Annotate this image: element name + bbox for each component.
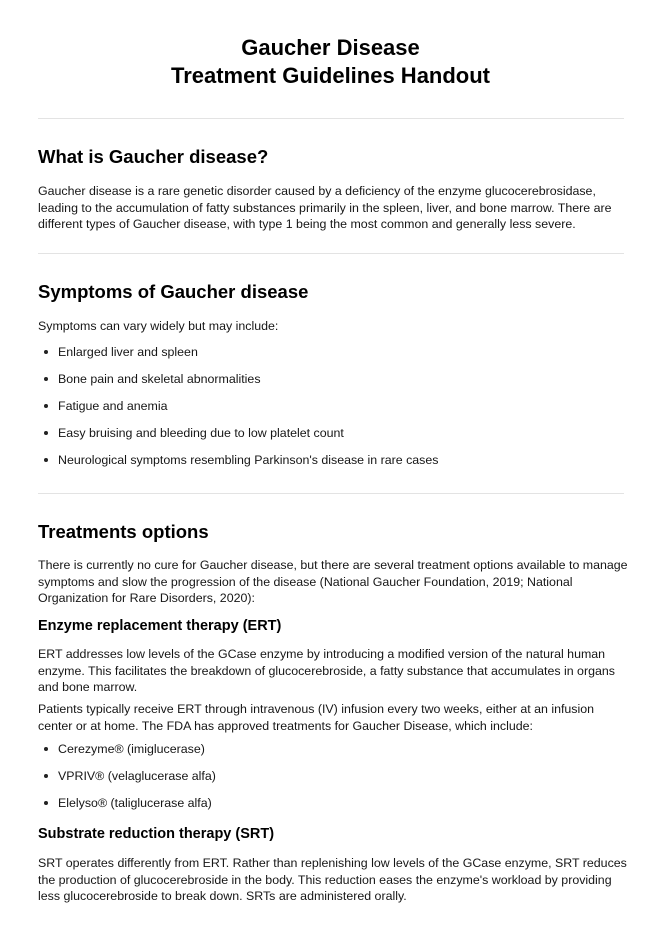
list-item: Fatigue and anemia	[38, 398, 438, 425]
section-divider	[38, 118, 624, 119]
bullet-icon	[44, 458, 48, 462]
symptoms-list	[38, 344, 438, 479]
list-item: Easy bruising and bleeding due to low platelet count	[38, 425, 438, 452]
bullet-icon	[44, 747, 48, 751]
section-divider	[38, 493, 624, 494]
list-item: Neurological symptoms resembling Parkinson's disease in rare cases	[38, 452, 438, 479]
list-item: Elelyso® (taliglucerase alfa)	[38, 795, 216, 822]
srt-paragraph: SRT operates differently from ERT. Rather than replenishing low levels of the GCase enzyme, SRT reduces the production of glucocerebroside in the body. This reduction eases the enzyme's workload by providing less glucocerebroside to break down. SRTs are administered orally.	[38, 856, 627, 903]
bullet-icon	[44, 431, 48, 435]
bullet-icon	[44, 801, 48, 805]
document-title	[0, 34, 661, 90]
treatments-heading: Treatments options	[38, 521, 209, 542]
ert-paragraph-1: ERT addresses low levels of the GCase enzyme by introducing a modified version of the natural human enzyme. This facilitates the breakdown of glucocerebroside, a fatty substance that accumulates in organs and bone marrow.	[38, 647, 615, 694]
symptoms-intro: Symptoms can vary widely but may include:	[38, 319, 279, 333]
ert-drug-list	[38, 741, 216, 822]
srt-heading: Substrate reduction therapy (SRT)	[38, 826, 275, 842]
treatments-intro: There is currently no cure for Gaucher disease, but there are several treatment options available to manage symptoms and slow the progression of the disease (National Gaucher Foundation, 2019; National Organization for Rare Disorders, 2020):	[38, 558, 628, 605]
bullet-icon	[44, 350, 48, 354]
ert-paragraph-2: Patients typically receive ERT through intravenous (IV) infusion every two weeks, either at an infusion center or at home. The FDA has approved treatments for Gaucher Disease, which include:	[38, 702, 595, 733]
bullet-icon	[44, 404, 48, 408]
what-is-heading: What is Gaucher disease?	[38, 146, 269, 167]
list-item: Enlarged liver and spleen	[38, 344, 438, 371]
title-line-2: Treatment Guidelines Handout	[170, 63, 491, 88]
list-item: Bone pain and skeletal abnormalities	[38, 371, 438, 398]
ert-heading: Enzyme replacement therapy (ERT)	[38, 618, 282, 634]
section-divider	[38, 253, 624, 254]
what-is-paragraph: Gaucher disease is a rare genetic disorder caused by a deficiency of the enzyme glucocerebrosidase, leading to the accumulation of fatty substances primarily in the spleen, liver, and bone marrow. There are different types of Gaucher disease, with type 1 being the most common and generally less severe.	[38, 184, 612, 231]
list-item: Cerezyme® (imiglucerase)	[38, 741, 216, 768]
bullet-icon	[44, 774, 48, 778]
symptoms-heading: Symptoms of Gaucher disease	[38, 281, 309, 302]
title-line-1: Gaucher Disease	[241, 35, 420, 60]
bullet-icon	[44, 377, 48, 381]
list-item: VPRIV® (velaglucerase alfa)	[38, 768, 216, 795]
